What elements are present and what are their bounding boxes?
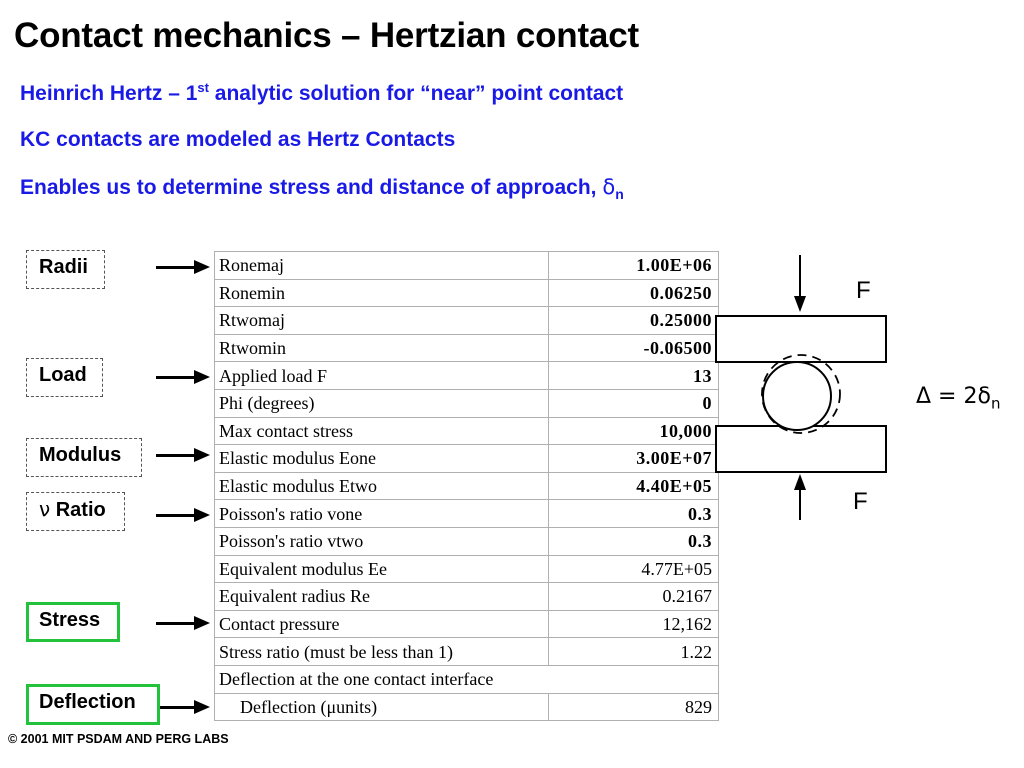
- radii-arrow: [156, 260, 210, 274]
- row-name: Stress ratio (must be less than 1): [215, 638, 549, 666]
- bullet-hertz: [20, 80, 623, 106]
- ratio-arrow: [156, 508, 210, 522]
- row-name: Rtwomin: [215, 334, 549, 362]
- table-row: [215, 252, 719, 280]
- row-value: 10,000: [549, 417, 719, 445]
- table-row: [215, 445, 719, 473]
- deflection-arrow: [160, 700, 210, 714]
- row-value: 0.25000: [549, 307, 719, 335]
- bullet-approach-text: Enables us to determine stress and distance of approach,: [20, 176, 603, 199]
- row-name: Equivalent modulus Ee: [215, 555, 549, 583]
- stress-label: Stress: [26, 602, 120, 642]
- row-name: Ronemaj: [215, 252, 549, 280]
- row-name: Max contact stress: [215, 417, 549, 445]
- row-name: Ronemin: [215, 279, 549, 307]
- deflection-header-cell: Deflection at the one contact interface: [215, 665, 719, 693]
- row-name: Applied load F: [215, 362, 549, 390]
- table-row: [215, 307, 719, 335]
- small-delta-symbol: δ: [977, 384, 991, 409]
- table-row-deflection: [215, 693, 719, 721]
- equation-text: = 2: [931, 384, 978, 409]
- row-name: Elastic modulus Eone: [215, 445, 549, 473]
- copyright-notice: © 2001 MIT PSDAM AND PERG LABS: [8, 732, 229, 746]
- table-row: [215, 583, 719, 611]
- bullet-approach: [20, 175, 624, 202]
- row-value: 0.2167: [549, 583, 719, 611]
- capital-delta-symbol: Δ: [916, 384, 932, 409]
- ratio-label: [26, 492, 125, 531]
- row-value: 12,162: [549, 610, 719, 638]
- delta-symbol: δ: [602, 175, 616, 199]
- row-value: 4.40E+05: [549, 472, 719, 500]
- load-arrow: [156, 370, 210, 384]
- row-value: 1.22: [549, 638, 719, 666]
- radii-label: Radii: [26, 250, 105, 289]
- row-name: Poisson's ratio vtwo: [215, 527, 549, 555]
- row-value: 0.06250: [549, 279, 719, 307]
- row-name: Deflection (μunits): [215, 693, 549, 721]
- small-delta-subscript: n: [990, 394, 1001, 413]
- table-row: [215, 610, 719, 638]
- table-row: [215, 638, 719, 666]
- bullet-hertz-sup: st: [197, 80, 209, 95]
- row-name: Poisson's ratio vone: [215, 500, 549, 528]
- force-label-bottom: F: [853, 488, 868, 515]
- row-value: 13: [549, 362, 719, 390]
- row-name: Equivalent radius Re: [215, 583, 549, 611]
- table-row: [215, 279, 719, 307]
- bottom-force-arrowhead: [794, 474, 806, 490]
- table-row-deflection-header: [215, 665, 719, 693]
- bullet-hertz-post: analytic solution for “near” point contact: [208, 82, 624, 105]
- force-label-top: F: [856, 277, 871, 304]
- row-value: 829: [549, 693, 719, 721]
- row-value: 0: [549, 389, 719, 417]
- table-row: [215, 527, 719, 555]
- delta-subscript: n: [615, 186, 624, 203]
- table-row: [215, 334, 719, 362]
- table-row: [215, 417, 719, 445]
- modulus-label: Modulus: [26, 438, 142, 477]
- row-name: Phi (degrees): [215, 389, 549, 417]
- deflection-label: Deflection: [26, 684, 160, 725]
- table-row: [215, 472, 719, 500]
- row-name: Elastic modulus Etwo: [215, 472, 549, 500]
- top-force-arrowhead: [794, 296, 806, 312]
- nu-symbol: ν: [39, 497, 51, 521]
- bullet-hertz-pre: Heinrich Hertz – 1: [20, 82, 198, 105]
- stress-arrow: [156, 616, 210, 630]
- slide-title: Contact mechanics – Hertzian contact: [14, 16, 639, 55]
- row-value: -0.06500: [549, 334, 719, 362]
- row-name: Contact pressure: [215, 610, 549, 638]
- row-value: 0.3: [549, 527, 719, 555]
- load-label: Load: [26, 358, 103, 397]
- row-name: Rtwomaj: [215, 307, 549, 335]
- table-row: [215, 389, 719, 417]
- table-row: [215, 500, 719, 528]
- hertz-calc-table: [214, 251, 719, 721]
- row-value: 1.00E+06: [549, 252, 719, 280]
- bullet-kc-contacts: KC contacts are modeled as Hertz Contacts: [20, 128, 456, 151]
- ratio-text: Ratio: [50, 499, 106, 521]
- table-row: [215, 362, 719, 390]
- row-value: 0.3: [549, 500, 719, 528]
- modulus-arrow: [156, 448, 210, 462]
- row-value: 3.00E+07: [549, 445, 719, 473]
- table-row: [215, 555, 719, 583]
- row-value: 4.77E+05: [549, 555, 719, 583]
- deformed-contact-ellipse: [763, 362, 831, 430]
- approach-equation: [916, 384, 1000, 412]
